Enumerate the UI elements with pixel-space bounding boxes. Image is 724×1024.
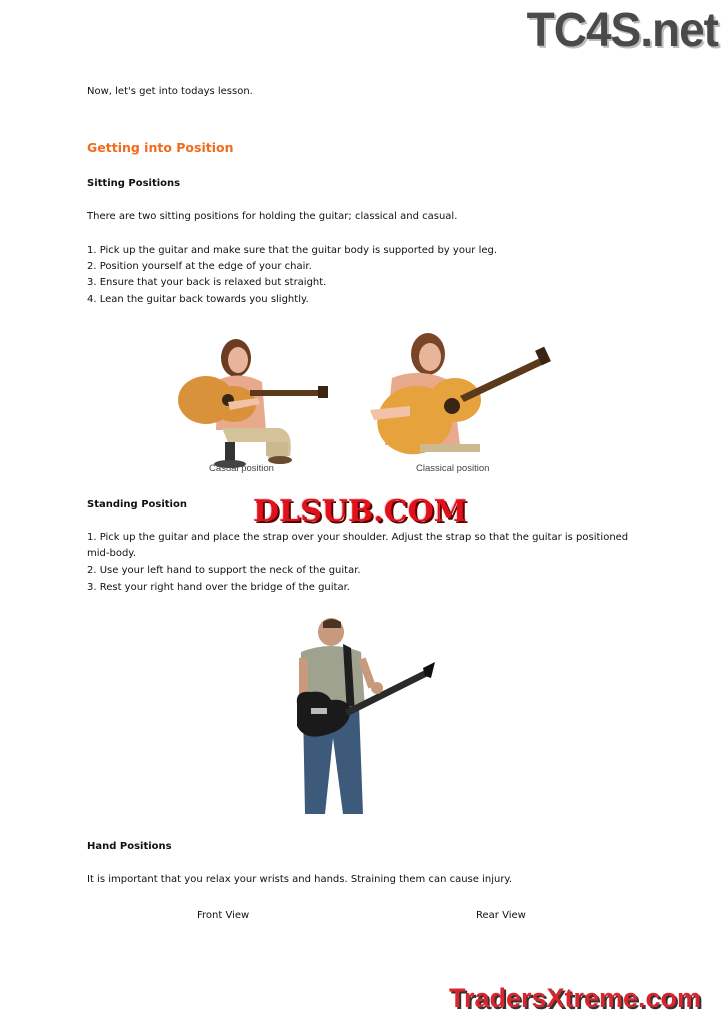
standing-step-1-line-1: 1. Pick up the guitar and place the strap over your shoulder. Adjust the strap so that the guitar is positioned (87, 532, 629, 543)
sitting-step-4: 4. Lean the guitar back towards you slightly. (87, 294, 309, 305)
standing-step-1-line-2: mid-body. (87, 548, 136, 559)
classical-position-figure (369, 333, 550, 463)
sitting-title: Sitting Positions (87, 178, 181, 189)
standing-position-photo (285, 618, 437, 818)
standing-step-2: 2. Use your left hand to support the neck of the guitar. (87, 565, 361, 576)
dlsub-watermark-logo: DLSUB.COM (253, 494, 467, 529)
section-title: Getting into Position (87, 140, 234, 155)
standing-step-3: 3. Rest your right hand over the bridge of the guitar. (87, 582, 350, 593)
standing-title: Standing Position (87, 499, 187, 510)
rear-view-label: Rear View (476, 910, 526, 921)
tc4s-watermark-logo: TC4S.net (526, 1, 718, 57)
sitting-step-3: 3. Ensure that your back is relaxed but straight. (87, 277, 327, 288)
front-view-label: Front View (197, 910, 250, 921)
tradersxtreme-watermark-logo: TradersXtreme.com (448, 983, 702, 1013)
classical-position-caption: Classical position (416, 463, 490, 474)
intro-text: Now, let's get into todays lesson. (87, 86, 253, 97)
sitting-positions-photo (170, 330, 555, 475)
hand-positions-description: It is important that you relax your wrists and hands. Straining them can cause injury. (87, 874, 513, 885)
sitting-step-2: 2. Position yourself at the edge of your chair. (87, 261, 312, 272)
casual-position-caption: Casual position (209, 463, 274, 474)
sitting-step-1: 1. Pick up the guitar and make sure that the guitar body is supported by your leg. (87, 245, 498, 256)
casual-position-figure (178, 339, 328, 468)
hand-positions-title: Hand Positions (87, 841, 172, 852)
sitting-description: There are two sitting positions for holding the guitar; classical and casual. (87, 211, 458, 222)
